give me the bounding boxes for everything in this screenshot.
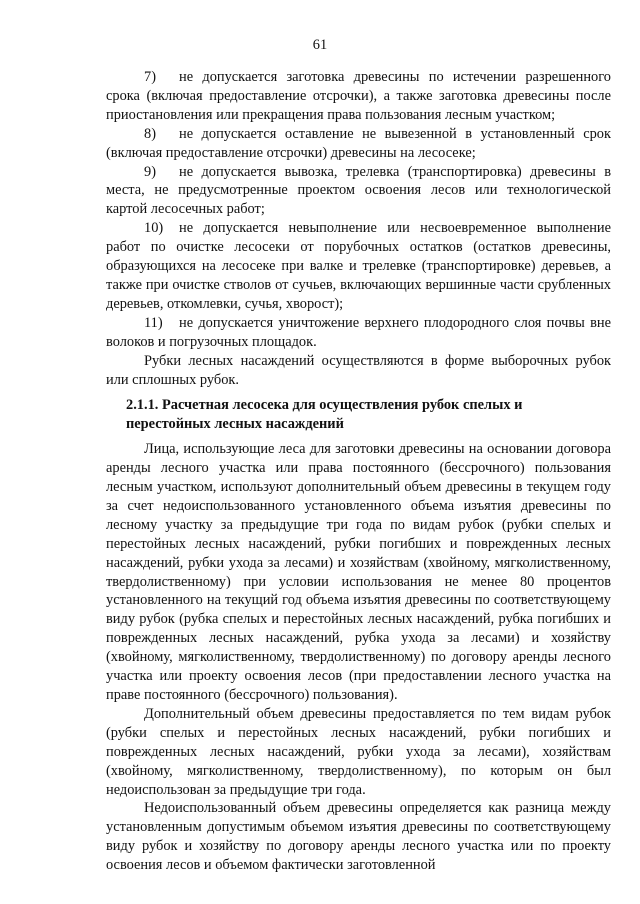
list-item-text: не допускается вывозка, трелевка (транспортировка) древесины в места, не предусмотренные проектом освоения лесов или технологической картой лесосечных работ;: [106, 163, 611, 218]
section-heading: [126, 396, 591, 434]
list-item-text: не допускается невыполнение или несвоевременное выполнение работ по очистке лесосеки от порубочных остатков (остатков древесины, образующихся на лесосеке при валке и трелевке (транспортировке) деревьев, а также при очистке стволов от сучьев, включающих вершинные части срубленных деревьев, откомлевки, сучья, хворост);: [106, 220, 611, 312]
section-heading-line1: 2.1.1. Расчетная лесосека для осуществления рубок спелых и: [126, 397, 523, 414]
section-heading-line2: перестойных лесных насаждений: [126, 416, 344, 433]
intro-paragraph: Рубки лесных насаждений осуществляются в форме выборочных рубок или сплошных рубок.: [106, 352, 611, 388]
list-item: [106, 68, 611, 125]
list-item: [106, 125, 611, 163]
list-item-number: 9): [144, 163, 156, 180]
list-item-text: не допускается уничтожение верхнего плодородного слоя почвы вне волоков и погрузочных площадок.: [106, 314, 611, 350]
list-item-number: 10): [144, 220, 164, 237]
list-item: [106, 219, 611, 314]
body-paragraph: Недоиспользованный объем древесины определяется как разница между установленным допустимым объемом изъятия древесины по соответствующему виду рубок и хозяйству по договору аренды лесного участка или по проекту освоения лесов и объемом фактически заготовленной: [106, 800, 611, 874]
list-item-text: не допускается заготовка древесины по истечении разрешенного срока (включая предоставление отсрочки), а также заготовка древесины после приостановления или прекращения права пользования лесным участком;: [106, 69, 611, 123]
list-item-number: 11): [144, 314, 163, 331]
body-paragraph: Дополнительный объем древесины предоставляется по тем видам рубок (рубки спелых и перестойных лесных насаждений, рубки погибших и поврежденных лесных насаждений, рубки ухода за лесами), хозяйствам (хвойному, мягколиственному, твердолиственному), по которым он был недоиспользован за предыдущие три года.: [106, 705, 611, 798]
list-item-number: 7): [144, 69, 156, 85]
list-item-number: 8): [144, 125, 156, 142]
page-content: [106, 68, 611, 875]
body-paragraph: Лица, использующие леса для заготовки древесины на основании договора аренды лесного участка или права постоянного (бессрочного) пользования лесным участком, используют дополнительный объем древесины в текущем году за счет недоиспользованного установленного объема изъятия древесины по лесному участку за предыдущие три года по видам рубок (рубки спелых и перестойных лесных насаждений, рубки погибших и поврежденных лесных насаждений, рубки ухода за лесами) и хозяйствам (хвойному, мягколиственному, твердолиственному) при условии использования не менее 80 процентов установленного на текущий год объема изъятия древесины по соответствующему виду рубок (рубка спелых и перестойных лесных насаждений, рубка погибших и поврежденных лесных насаждений, рубка ухода за лесами) и хозяйству (хвойному, мягколиственному, твердолиственному) по договору аренды лесного участка или проекту освоения лесов (при предоставлении лесного участка на праве постоянного (бессрочного) пользования).: [106, 441, 611, 703]
list-item: [106, 163, 611, 220]
list-item-text: не допускается оставление не вывезенной в установленный срок (включая предоставление отсрочки) древесины на лесосеке;: [106, 125, 611, 161]
list-item: [106, 314, 611, 352]
page-number: 61: [312, 37, 328, 53]
